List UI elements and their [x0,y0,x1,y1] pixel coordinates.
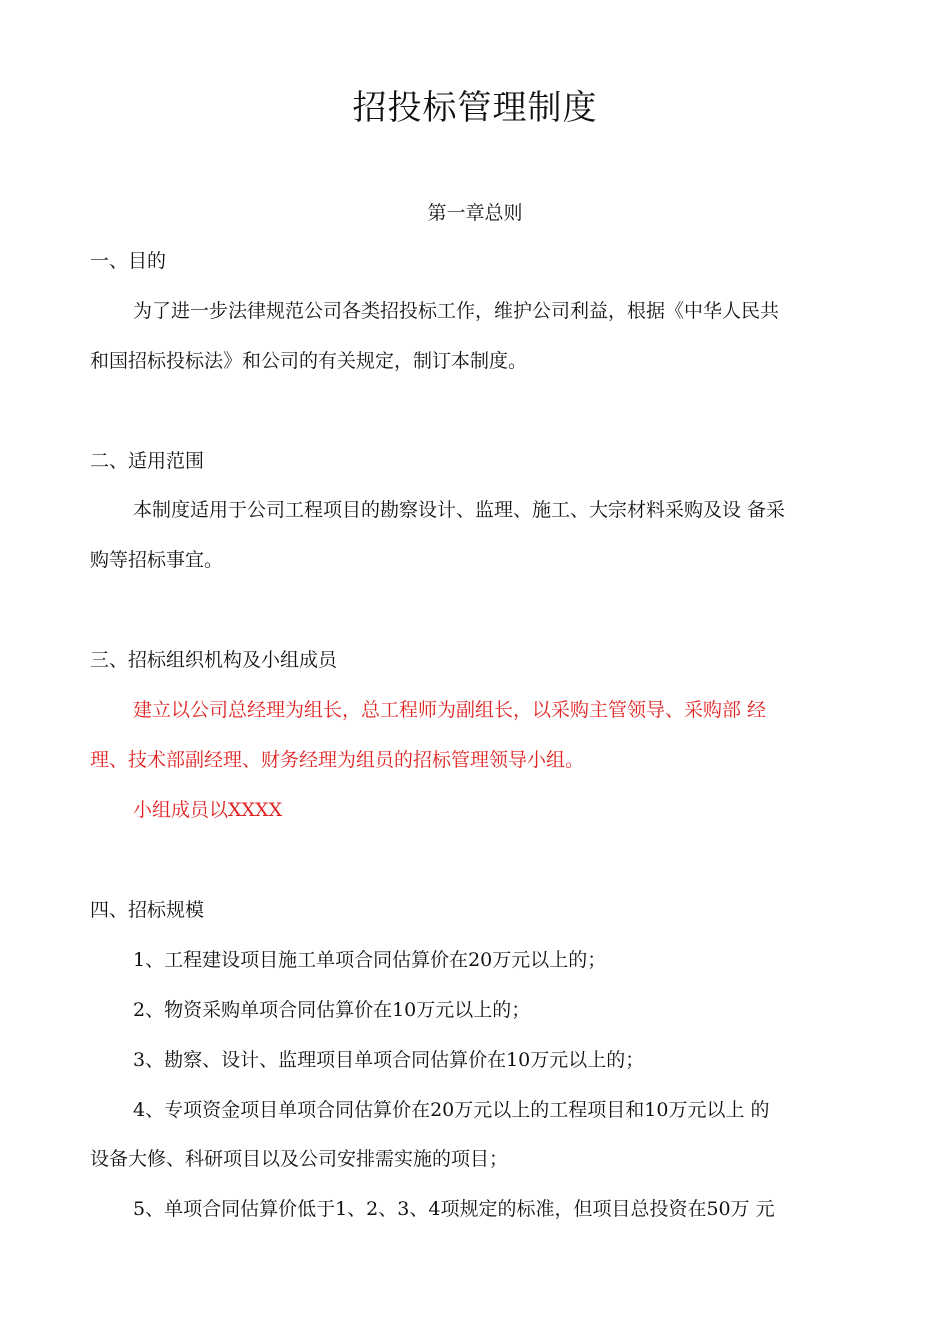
paragraph-line: 为了进一步法律规范公司各类招投标工作，维护公司利益，根据《中华人民共 [133,300,780,322]
paragraph-line: 和国招标投标法》和公司的有关规定，制订本制度。 [90,350,528,372]
list-item: 5、单项合同估算价低于1、2、3、4项规定的标准，但项目总投资在50万 元 [133,1198,775,1220]
list-item: 2、物资采购单项合同估算价在10万元以上的； [133,999,531,1021]
list-item: 1、工程建设项目施工单项合同估算价在20万元以上的； [133,949,607,971]
list-item-continuation: 设备大修、科研项目以及公司安排需实施的项目； [90,1148,509,1170]
paragraph-line: 购等招标事宜。 [90,549,224,571]
list-item: 4、专项资金项目单项合同估算价在20万元以上的工程项目和10万元以上 的 [133,1099,770,1121]
chapter-heading: 第一章总则 [427,202,523,224]
highlighted-paragraph-line: 小组成员以XXXX [133,799,283,821]
highlighted-paragraph-line: 理、技术部副经理、财务经理为组员的招标管理领导小组。 [90,749,585,771]
list-item: 3、勘察、设计、监理项目单项合同估算价在10万元以上的； [133,1049,645,1071]
section-heading-scale: 四、招标规模 [90,899,205,921]
highlighted-paragraph-line: 建立以公司总经理为组长，总工程师为副组长，以采购主管领导、采购部 经 [133,699,767,721]
section-heading-scope: 二、适用范围 [90,450,205,472]
paragraph-line: 本制度适用于公司工程项目的勘察设计、监理、施工、大宗材料采购及设 备采 [133,499,786,521]
section-heading-organization: 三、招标组织机构及小组成员 [90,649,338,671]
document-title: 招投标管理制度 [352,88,598,128]
section-heading-purpose: 一、目的 [90,250,167,272]
